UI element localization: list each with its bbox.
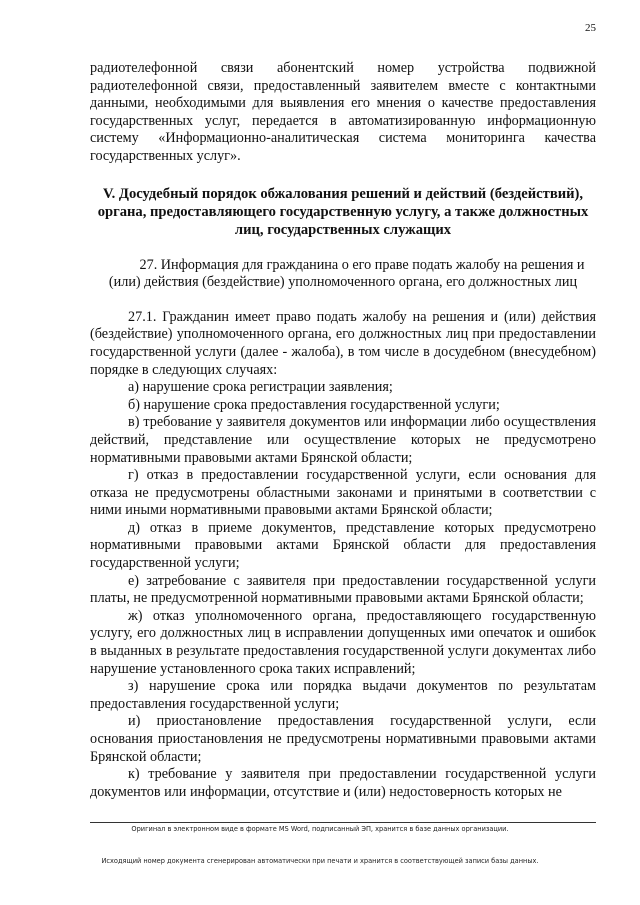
footer-original-note: Оригинал в электронном виде в формате MS Word, подписанный ЭП, хранится в базе данных организации. <box>131 825 509 833</box>
list-item-b: б) нарушение срока предоставления государственной услуги; <box>128 396 500 413</box>
list-item-i: и) приостановление предоставления государственной услуги, если основания приостановления не предусмотрены нормативными правовыми актами Брянской области; <box>90 713 596 765</box>
list-item-k: к) требование у заявителя при предоставлении государственной услуги документов или информации, отсутствие и (или) недостоверность которых не <box>90 766 596 800</box>
paragraph-27-1: 27.1. Гражданин имеет право подать жалобу на решения и (или) действия (бездействие) уполномоченного органа, его должностных лиц при предоставлении государственной услуги (далее - жалоба), в том числе в досудебном (внесудебном) порядке в следующих случаях: <box>90 308 596 378</box>
list-item-d: д) отказ в приеме документов, представление которых предусмотрено нормативными правовыми актами Брянской области для предоставления государственной услуги; <box>90 519 596 572</box>
list-item-v: в) требование у заявителя документов или информации либо осуществления действий, представление или осуществление которых не предусмотрено нормативными правовыми актами Брянской области; <box>90 414 596 466</box>
document-body <box>90 60 596 801</box>
list-item-zh: ж) отказ уполномоченного органа, предоставляющего государственную услугу, его должностных лиц в исправлении допущенных ими опечаток и ошибок в выданных в результате предоставления государственной услуги документах либо нарушение установленного срока таких исправлений; <box>90 607 596 677</box>
subsection-title: 27. Информация для гражданина о его праве подать жалобу на решения и (или) действия (бездействие) уполномоченного органа, его должностных лиц <box>108 256 585 291</box>
section-title: V. Досудебный порядок обжалования решений и действий (бездействий), органа, предоставляющего государственную услугу, а также должностных лиц, государственных служащих <box>97 185 589 238</box>
list-item-e: е) затребование с заявителя при предоставлении государственной услуги платы, не предусмотренной нормативными правовыми актами Брянской области; <box>90 572 596 607</box>
list-item-z: з) нарушение срока или порядка выдачи документов по результатам предоставления государственной услуги; <box>90 678 596 712</box>
list-item-a: а) нарушение срока регистрации заявления; <box>128 379 393 396</box>
footer-divider <box>90 822 596 823</box>
footer-number-note: Исходящий номер документа сгенерирован автоматически при печати и хранится в соответствующей записи базы данных. <box>101 857 539 865</box>
continuation-paragraph: радиотелефонной связи абонентский номер устройства подвижной радиотелефонной связи, предоставленный заявителем вместе с контактными данными, необходимыми для выявления его мнения о качестве предоставления государственных услуг, передается в автоматизированную информационную систему «Информационно-аналитическая система мониторинга качества государственных услуг». <box>90 60 596 164</box>
list-item-g: г) отказ в предоставлении государственной услуги, если основания для отказа не предусмотрены областными законами и принятыми в соответствии с ними иными нормативными правовыми актами Брянской области; <box>90 467 596 519</box>
page-number: 25 <box>585 22 596 34</box>
